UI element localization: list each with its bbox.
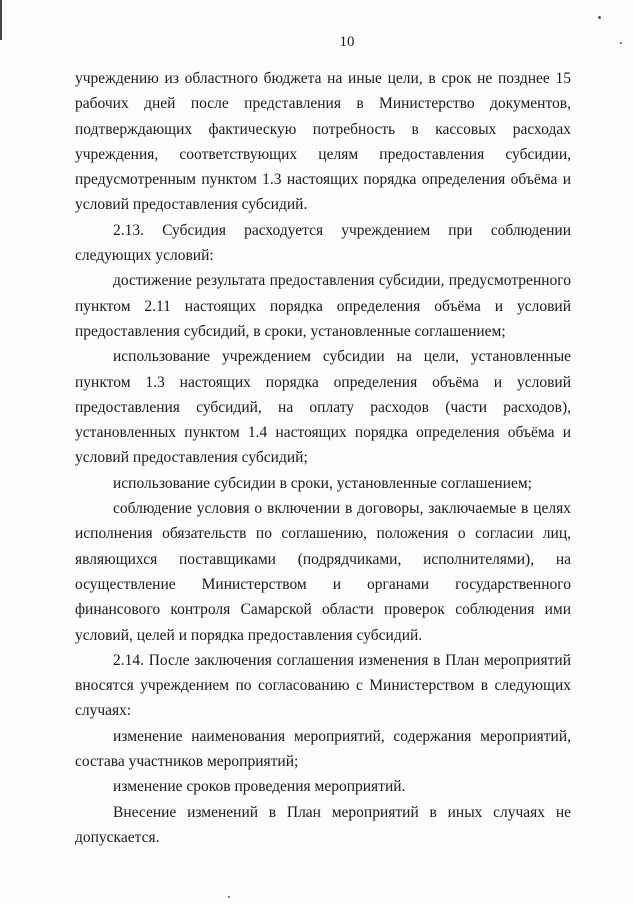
paragraph-clause-2-14: 2.14. После заключения соглашения изменения в План мероприятий вносятся учреждением по согласованию с Министерством в следующих случаях: [75,651,571,720]
page-number: 10 [339,34,355,50]
paragraph-condition-purpose: использование учреждением субсидии на цели, установленные пунктом 1.3 настоящих порядка определения объёма и условий предоставления субсидий, на оплату расходов (части расходов), установленных пунктом 1.4 настоящих порядка определения объёма и условий предоставления субсидий; [75,348,571,467]
scan-speck [228,896,230,898]
paragraph-condition-contracts: соблюдение условия о включении в договоры, заключаемые в целях исполнения обязательств по соглашению, положения о согласии лиц, являющихся поставщиками (подрядчиками, исполнителями), на осуществление Министерством и органами государственного финансового контроля Самарской области проверок соблюдения ими условий, целей и порядка предоставления субсидий. [75,500,571,644]
scan-speck [598,16,601,19]
document-body [75,66,571,850]
scan-edge-mark [0,0,2,40]
paragraph-continuation: учреждению из областного бюджета на иные цели, в срок не позднее 15 рабочих дней после представления в Министерство документов, подтверждающих фактическую потребность в кассовых расходах учреждения, соответствующих целям предоставления субсидии, предусмотренным пунктом 1.3 настоящих порядка определения объёма и условий предоставления субсидий. [75,70,571,214]
paragraph-change-dates: изменение сроков проведения мероприятий. [113,778,406,796]
paragraph-condition-terms: использование субсидии в сроки, установленные соглашением; [113,474,532,492]
paragraph-condition-result: достижение результата предоставления субсидии, предусмотренного пунктом 2.11 настоящих порядка определения объёма и условий предоставления субсидий, в сроки, установленные соглашением; [75,272,571,340]
paragraph-change-names: изменение наименования мероприятий, содержания мероприятий, состава участников мероприятий; [75,727,571,771]
paragraph-clause-2-13: 2.13. Субсидия расходуется учреждением при соблюдении следующих условий: [75,221,571,265]
paragraph-other-changes: Внесение изменений в План мероприятий в иных случаях не допускается. [75,803,571,846]
